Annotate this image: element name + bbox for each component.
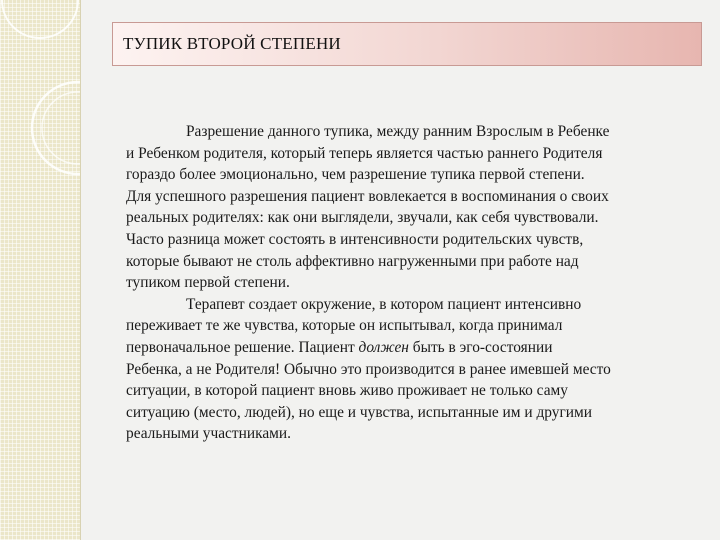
- paragraph-1-line: гораздо более эмоционально, чем разрешение тупика первой степени.: [126, 166, 585, 184]
- paragraph-1-line: Разрешение данного тупика, между ранним Взрослым в Ребенке: [186, 123, 610, 140]
- text-segment: первоначальное решение. Пациент: [126, 338, 359, 356]
- paragraph-1-line: и Ребенком родителя, который теперь является частью раннего Родителя: [126, 144, 603, 162]
- decorative-circles: [0, 0, 80, 540]
- paragraph-2-line: ситуацию (место, людей), но еще и чувства, испытанные им и другими: [126, 403, 592, 421]
- paragraph-2-line: [126, 337, 692, 359]
- emphasis-text: должен: [358, 338, 409, 356]
- paragraph-2-line: ситуации, в которой пациент вновь живо проживает не только саму: [126, 382, 568, 400]
- paragraph-1-line: Часто разница может состоять в интенсивности родительских чувств,: [126, 230, 584, 248]
- paragraph-1-line: которые бывают не столь аффективно нагруженными при работе над: [126, 252, 579, 270]
- title-banner: [112, 22, 702, 66]
- paragraph-1-line: реальных родителях: как они выглядели, звучали, как себя чувствовали.: [126, 209, 599, 227]
- paragraph-2-line: реальными участниками.: [126, 425, 291, 443]
- paragraph-1-line: Для успешного разрешения пациент вовлекается в воспоминания о своих: [126, 187, 609, 205]
- paragraph-2-line: Ребенка, а не Родителя! Обычно это производится в ранее имевшей место: [126, 360, 611, 378]
- text-segment: быть в эго-состоянии: [408, 338, 553, 356]
- paragraph-1-line: тупиком первой степени.: [126, 274, 290, 292]
- slide-title: ТУПИК ВТОРОЙ СТЕПЕНИ: [123, 34, 341, 53]
- decorative-side-strip: [0, 0, 81, 540]
- slide-body: [126, 121, 692, 445]
- paragraph-2-line: Терапевт создает окружение, в котором пациент интенсивно: [186, 295, 582, 313]
- paragraph-2-line: переживает те же чувства, которые он испытывал, когда принимал: [126, 317, 563, 335]
